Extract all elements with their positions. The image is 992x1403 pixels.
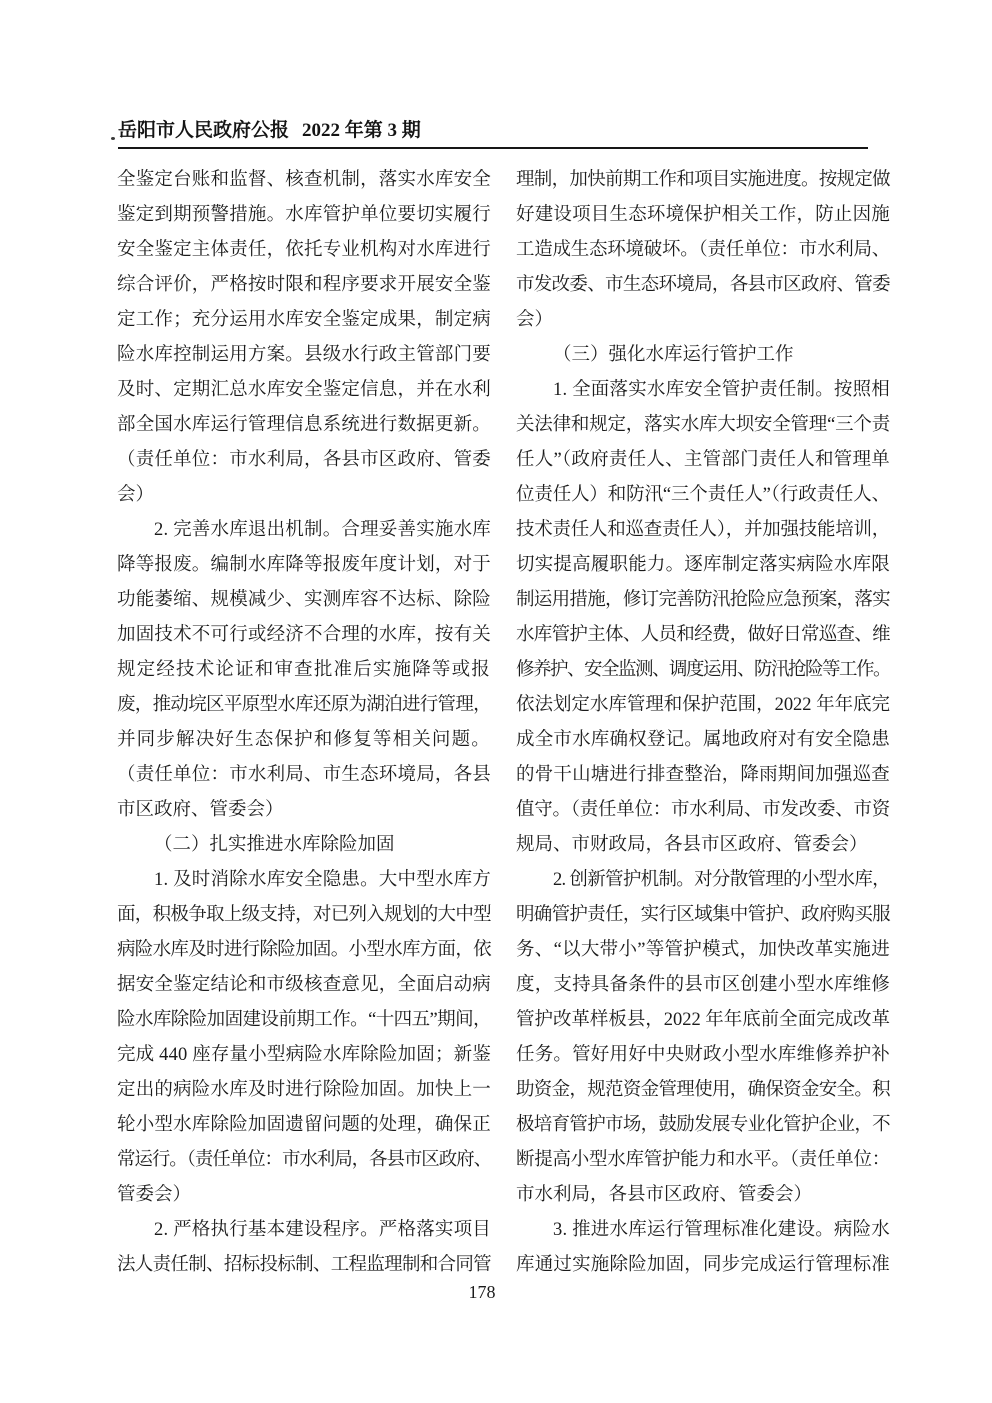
text-line: 库通过实施除险加固，同步完成运行管理标准	[516, 1255, 890, 1275]
text-line: 功能萎缩、规模减少、实测库容不达标、除险	[117, 590, 491, 610]
text-line: 轮小型水库除险加固遗留问题的处理，确保正	[117, 1115, 491, 1135]
text-line: 病险水库及时进行除险加固。小型水库方面，依	[117, 940, 491, 960]
text-line: 度，支持具备条件的县市区创建小型水库维修	[516, 975, 890, 995]
text-line: 部全国水库运行管理信息系统进行数据更新。	[117, 415, 491, 435]
text-line: 会）	[516, 310, 554, 330]
body-text	[117, 163, 890, 1283]
text-line: （三）强化水库运行管护工作	[553, 345, 794, 365]
text-line: 会）	[117, 485, 155, 505]
text-line: 任务。管好用好中央财政小型水库维修养护补	[516, 1045, 890, 1065]
text-line: 修养护、安全监测、调度运用、防汛抢险等工作。	[516, 660, 890, 680]
text-line: 管委会）	[117, 1185, 192, 1205]
text-line: 切实提高履职能力。逐库制定落实病险水库限	[516, 555, 890, 575]
text-line: 的骨干山塘进行排查整治，降雨期间加强巡查	[516, 765, 890, 785]
text-line: 面，积极争取上级支持，对已列入规划的大中型	[117, 905, 491, 925]
text-line: 制运用措施，修订完善防汛抢险应急预案，落实	[516, 590, 890, 610]
text-line: 管护改革样板县，2022 年年底前全面完成改革	[516, 1010, 890, 1030]
left-column	[117, 163, 491, 1283]
text-line: 市水利局，各县市区政府、管委会）	[516, 1185, 813, 1205]
scan-artifact-dot	[111, 137, 115, 140]
text-line: 险水库除险加固建设前期工作。“十四五”期间，	[117, 1010, 491, 1030]
text-line: 助资金，规范资金管理使用，确保资金安全。积	[516, 1080, 890, 1100]
text-line: 任人”（政府责任人、主管部门责任人和管理单	[516, 450, 890, 470]
text-line: 法人责任制、招标投标制、工程监理制和合同管	[117, 1255, 491, 1275]
text-line: 成全市水库确权登记。属地政府对有安全隐患	[516, 730, 890, 750]
text-line: 1. 及时消除水库安全隐患。大中型水库方	[154, 870, 491, 890]
text-line: 鉴定到期预警措施。水库管护单位要切实履行	[117, 205, 491, 225]
text-line: 并同步解决好生态保护和修复等相关问题。	[117, 730, 491, 750]
text-line: 全鉴定台账和监督、核查机制，落实水库安全	[117, 170, 491, 190]
text-line: 市区政府、管委会）	[117, 800, 284, 820]
text-line: 及时、定期汇总水库安全鉴定信息，并在水利	[117, 380, 491, 400]
text-line: 明确管护责任，实行区域集中管护、政府购买服	[516, 905, 890, 925]
text-line: （责任单位：市水利局、市生态环境局，各县	[117, 765, 491, 785]
text-line: 完成 440 座存量小型病险水库除险加固；新鉴	[117, 1045, 491, 1065]
text-line: 规定经技术论证和审查批准后实施降等或报	[117, 660, 491, 680]
text-line: 废，推动垸区平原型水库还原为湖泊进行管理，	[117, 695, 491, 715]
text-line: 理制，加快前期工作和项目实施进度。按规定做	[516, 170, 890, 190]
text-line: 2. 严格执行基本建设程序。严格落实项目	[154, 1220, 491, 1240]
text-line: 好建设项目生态环境保护相关工作，防止因施	[516, 205, 890, 225]
page-number: 178	[468, 1282, 496, 1302]
text-line: 险水库控制运用方案。县级水行政主管部门要	[117, 345, 491, 365]
page-header	[118, 119, 421, 143]
text-line: 极培育管护市场，鼓励发展专业化管护企业，不	[516, 1115, 890, 1135]
text-line: 位责任人）和防汛“三个责任人”（行政责任人、	[516, 485, 890, 505]
text-line: 1. 全面落实水库安全管护责任制。按照相	[553, 380, 890, 400]
text-line: 断提高小型水库管护能力和水平。（责任单位：	[516, 1150, 890, 1170]
right-column	[516, 163, 890, 1283]
text-line: 工造成生态环境破坏。（责任单位：市水利局、	[516, 240, 890, 260]
text-line: 务、“以大带小”等管护模式，加快改革实施进	[516, 940, 890, 960]
header-rule	[118, 147, 868, 149]
text-line: 市发改委、市生态环境局，各县市区政府、管委	[516, 275, 890, 295]
text-line: （责任单位：市水利局，各县市区政府、管委	[117, 450, 491, 470]
text-line: 常运行。（责任单位：市水利局，各县市区政府、	[117, 1150, 491, 1170]
text-line: 定出的病险水库及时进行除险加固。加快上一	[117, 1080, 491, 1100]
text-line: 2. 完善水库退出机制。合理妥善实施水库	[154, 520, 491, 540]
text-line: 加固技术不可行或经济不合理的水库，按有关	[117, 625, 491, 645]
text-line: 安全鉴定主体责任，依托专业机构对水库进行	[117, 240, 491, 260]
text-line: 2. 创新管护机制。对分散管理的小型水库，	[553, 870, 890, 890]
text-line: 综合评价，严格按时限和程序要求开展安全鉴	[117, 275, 491, 295]
text-line: 定工作；充分运用水库安全鉴定成果，制定病	[117, 310, 491, 330]
text-line: 关法律和规定，落实水库大坝安全管理“三个责	[516, 415, 890, 435]
text-line: 降等报废。编制水库降等报废年度计划，对于	[117, 555, 491, 575]
text-line: 水库管护主体、人员和经费，做好日常巡查、维	[516, 625, 890, 645]
text-line: 依法划定水库管理和保护范围，2022 年年底完	[516, 695, 890, 715]
text-line: 规局、市财政局，各县市区政府、管委会）	[516, 835, 868, 855]
text-line: 值守。（责任单位：市水利局、市发改委、市资	[516, 800, 890, 820]
gazette-issue: 2022 年第 3 期	[302, 120, 421, 141]
gazette-title: 岳阳市人民政府公报	[118, 120, 290, 141]
text-line: 3. 推进水库运行管理标准化建设。病险水	[553, 1220, 890, 1240]
text-line: 据安全鉴定结论和市级核查意见，全面启动病	[117, 975, 491, 995]
text-line: （二）扎实推进水库除险加固	[154, 835, 395, 855]
text-line: 技术责任人和巡查责任人），并加强技能培训，	[516, 520, 890, 540]
